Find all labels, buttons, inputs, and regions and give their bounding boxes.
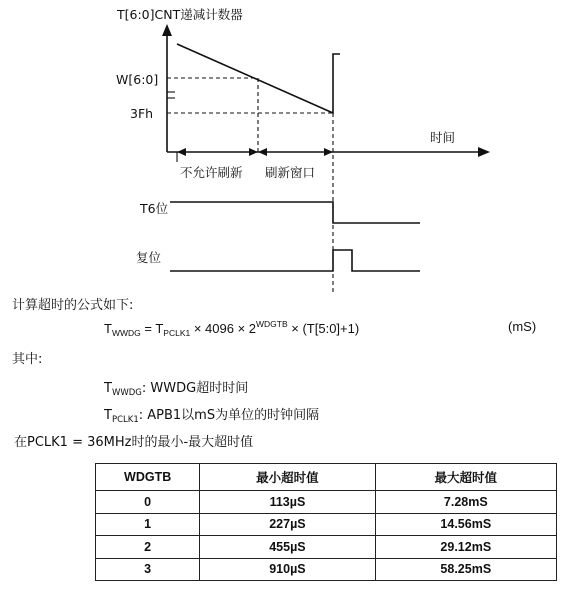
cell-max: 7.28mS — [375, 491, 556, 514]
formula-t-sub: PCLK1 — [163, 328, 191, 338]
timing-diagram — [0, 0, 569, 300]
cell-wdgtb: 0 — [96, 491, 200, 514]
arrow-left-icon — [177, 148, 186, 156]
arrow-left-icon-2 — [258, 148, 267, 156]
formula-unit: (mS) — [508, 319, 537, 334]
table-header-row — [96, 464, 557, 491]
level-3fh-label: 3Fh — [130, 106, 154, 121]
x-axis-arrow-icon — [478, 147, 490, 157]
header-max-timeout: 最大超时值 — [375, 464, 556, 491]
cell-wdgtb: 2 — [96, 536, 200, 559]
def2-main: T — [104, 408, 112, 423]
formula-exponent: WDGTB — [256, 319, 288, 329]
table-row — [96, 558, 557, 581]
def1-text: : WWDG超时时间 — [141, 381, 249, 396]
formula-intro: 计算超时的公式如下: — [12, 298, 134, 313]
def2-sub: PCLK1 — [111, 415, 139, 425]
y-axis-arrow-icon — [162, 24, 172, 36]
cell-max: 58.25mS — [375, 558, 556, 581]
formula-lhs-sub: WWDG — [111, 328, 141, 338]
header-min-timeout: 最小超时值 — [200, 464, 375, 491]
definition-twwdg — [104, 377, 248, 398]
cell-wdgtb: 1 — [96, 513, 200, 536]
cell-min: 113µS — [200, 491, 375, 514]
cell-max: 29.12mS — [375, 536, 556, 559]
timeout-table-grid — [95, 463, 557, 581]
where-label: 其中: — [12, 352, 43, 367]
cell-max: 14.56mS — [375, 513, 556, 536]
arrow-right-icon-2 — [324, 148, 333, 156]
formula-mid: × 4096 × 2 — [190, 321, 257, 336]
x-axis-label: 时间 — [430, 130, 456, 145]
t6-label: T6位 — [140, 201, 169, 216]
table-row — [96, 491, 557, 514]
formula-t: T — [155, 321, 164, 336]
cell-min: 910µS — [200, 558, 375, 581]
formula — [104, 319, 359, 338]
level-w-label: W[6:0] — [116, 72, 159, 87]
table-title: 在PCLK1 = 36MHz时的最小-最大超时值 — [14, 435, 254, 450]
definition-tpclk1 — [104, 404, 319, 425]
def2-text: : APB1以mS为单位的时钟间隔 — [138, 408, 320, 423]
cell-min: 227µS — [200, 513, 375, 536]
forbidden-region-label: 不允许刷新 — [180, 165, 243, 180]
formula-tail: × (T[5:0]+1) — [287, 321, 360, 336]
def1-sub: WWDG — [111, 388, 142, 398]
reset-waveform — [170, 250, 420, 271]
timeout-table — [95, 463, 557, 581]
header-wdgtb: WDGTB — [96, 464, 200, 491]
t6-waveform — [170, 202, 420, 223]
cell-wdgtb: 3 — [96, 558, 200, 581]
cell-min: 455µS — [200, 536, 375, 559]
refresh-window-label: 刷新窗口 — [265, 165, 316, 180]
def1-main: T — [104, 381, 112, 396]
reset-label: 复位 — [136, 250, 162, 265]
arrow-right-icon — [249, 148, 258, 156]
formula-equals: = — [140, 321, 156, 336]
formula-lhs: T — [104, 321, 112, 336]
y-axis-label: T[6:0]CNT递减计数器 — [117, 7, 243, 22]
table-row — [96, 513, 557, 536]
table-row — [96, 536, 557, 559]
